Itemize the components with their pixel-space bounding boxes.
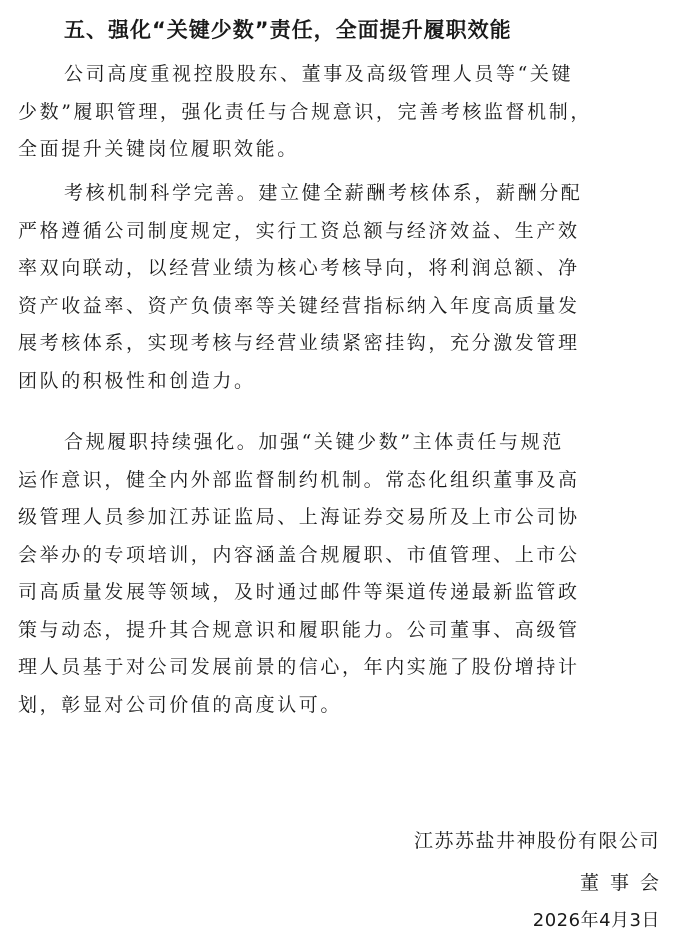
- signature-date: 2026年4月3日: [532, 910, 660, 931]
- signature-board: 董事会: [579, 872, 670, 894]
- paragraph-line: 划，彰显对公司价值的高度认可。: [18, 693, 343, 716]
- signature-company: 江苏苏盐井神股份有限公司: [413, 830, 660, 852]
- paragraph-line: 严格遵循公司制度规定，实行工资总额与经济效益、生产效: [18, 219, 580, 242]
- paragraph-assessment-mechanism: [18, 175, 682, 400]
- paragraph-line: 策与动态，提升其合规意识和履职能力。公司董事、高级管: [18, 618, 580, 641]
- paragraph-key-minority-management: [18, 56, 682, 169]
- paragraph-line: 资产收益率、资产负债率等关键经营指标纳入年度高质量发: [18, 294, 580, 317]
- paragraph-line: 团队的积极性和创造力。: [18, 369, 256, 392]
- paragraph-line: 考核机制科学完善。建立健全薪酬考核体系，薪酬分配: [64, 182, 583, 204]
- paragraph-compliance-duties: [18, 424, 682, 724]
- paragraph-line: 会举办的专项培训，内容涵盖合规履职、市值管理、上市公: [18, 543, 580, 566]
- paragraph-line: 司高质量发展等领域，及时通过邮件等渠道传递最新监管政: [18, 581, 580, 603]
- section-heading: 五、强化“关键少数”责任，全面提升履职效能: [64, 18, 512, 42]
- paragraph-line: 运作意识，健全内外部监督制约机制。常态化组织董事及高: [18, 468, 580, 491]
- paragraph-line: 级管理人员参加江苏证监局、上海证券交易所及上市公司协: [18, 506, 580, 528]
- paragraph-line: 理人员基于对公司发展前景的信心，年内实施了股份增持计: [18, 656, 580, 678]
- paragraph-line: 率双向联动，以经营业绩为核心考核导向，将利润总额、净: [18, 257, 580, 279]
- paragraph-line: 合规履职持续强化。加强“关键少数”主体责任与规范: [64, 431, 564, 453]
- paragraph-line: 全面提升关键岗位履职效能。: [18, 138, 299, 160]
- paragraph-line: 展考核体系，实现考核与经营业绩紧密挂钩，充分激发管理: [18, 332, 580, 354]
- paragraph-line: 公司高度重视控股股东、董事及高级管理人员等“关键: [64, 63, 574, 85]
- paragraph-line: 少数”履职管理，强化责任与合规意识，完善考核监督机制，: [18, 100, 592, 123]
